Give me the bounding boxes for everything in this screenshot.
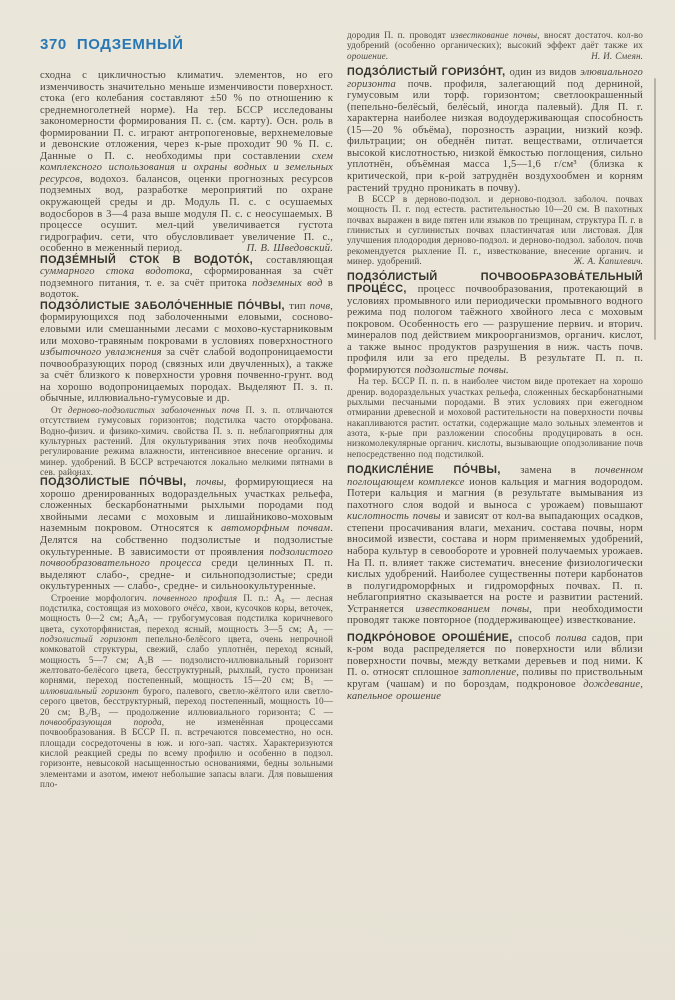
- italic-term: суммарного стока водотока: [40, 266, 190, 278]
- italic-term: иллювиальный горизонт: [40, 685, 139, 696]
- italic-term: почвы: [195, 477, 224, 489]
- text-run: сходна с цикличностью климатич. элементов, но его изменчивость значительно меньше изменчивости поверхност. стока (его колебания составляют ±50 % по отношению к среднемноголетней норме). На тер. БССР исследованы закономерности формирования П. с. (см. карту). Осн. роль в формировании П. с. играют антропогеновые, верхнемеловые и девонские отложения, через к-рые проходит 90 % П. с. Данные о П. с. необходимы при составлении: [40, 70, 333, 162]
- italic-term: избыточного увлажнения: [40, 347, 162, 359]
- entry-headword: ПОДЗО́ЛИСТЫЙ ПОЧВООБРАЗОВА́ТЕЛЬНЫЙ ПРОЦЕ́СС,: [347, 271, 643, 295]
- text-run: садов, при к-ром вода распределяется по поверхности или вблизи поверхности почвы, между ветками деревьев и под ними. К П. о. относят сплошное: [347, 632, 643, 679]
- italic-term: автоморфным почвам: [220, 523, 331, 535]
- text-run: составляющая: [266, 254, 333, 266]
- author-signature: Н. И. Смеян.: [591, 50, 643, 61]
- entry-paragraph: [347, 272, 643, 376]
- text-run: , не изменённая процессами почвообразования. В БССР П. п. встречаются повсеместно, но осн. площади сосредоточены в юж. и юго-зап. частях. Характеризуются кислой реакцией среды по всему профилю и особенно в подзол. горизонте, невысокой насыщенностью основаниями, бедны зольными элементами и азотом, имеют небольшие запасы влаги. Для повышения пло-: [40, 716, 333, 789]
- text-run: , при необходимости проводят также повторное (поддерживающее) известкование.: [347, 603, 643, 627]
- italic-term: полива: [555, 632, 587, 644]
- text-run: На тер. БССР П. п. п. в наиболее чистом виде протекает на хорошо дренир. водораздельных участках рельефа, сложенных бескарбонатными рыхлыми песчаными породами. В этих условиях при ежегодном отмирании древесной и моховой растительности на поверхности почвы накапливаются растит. остатки, содержащие мало зольных элементов и азота, к-рые при разложении способны продуцировать в осн. низкомолекулярные органич. кислоты, вызывающие оподзоливание почв непосредственно под подстилкой.: [347, 376, 643, 459]
- text-run: В БССР в дерново-подзол. и дерново-подзол. заболоч. почвах мощность П. г. под естеств. растительностью 10—20 см. В пахотных почвах выражен в виде пятен или языков по трещинам, структура П. г. в глинистых и суглинистых почвах пластинчатая или листовая. Для улучшения плодородия дерново-подзол. и дерново-подзол. заболоч. почв рекомендуется рыхление П. г., известкование, внесение органич. и минер. удобрений.: [347, 194, 643, 267]
- text-run: в водоток.: [40, 277, 334, 301]
- fine-print-paragraph: [40, 593, 333, 790]
- scan-edge-artifact: [654, 78, 656, 340]
- text-run: один из видов: [509, 67, 581, 79]
- entry-headword: ПОДКИСЛЕ́НИЕ ПО́ЧВЫ,: [347, 464, 521, 477]
- italic-term: очёса: [183, 603, 206, 614]
- page-number: 370: [40, 36, 67, 53]
- author-signature: Ж. А. Капилевич.: [573, 256, 643, 267]
- text-run: . Делятся на собственно подзолистые и подзолистые окультуренные. В зависимости от проявления: [40, 523, 333, 558]
- italic-term: дождевание, капельное орошение: [347, 678, 643, 702]
- text-run: пепельно-белёсого цвета, очень непрочной комковатой структуры, свежий, слабо уплотнён, переход ясный, мощность 5—7 см; А₂В — подзолисто-иллювиальный горизонт желтовато-белёсого цвета, бесструктурный, рыхлый, густо пронизан корнями, переход постепенный, мощность 15—20 см; В₁ —: [40, 634, 333, 686]
- italic-term: почвенного профиля: [152, 592, 238, 603]
- text-run: за счёт слабой водопроницаемости почвообразующих пород (связных или двучленных), а также за счёт близкого к поверхности уровня почвенно-грунт. вод на хорошо водопроницаемых породах. Выделяют П. з. п. обычные, иллювиально-гумусовые и др.: [40, 347, 333, 405]
- text-run: ионов кальция и магния водородом. Потери кальция и магния (в результате вымывания из пахотного слоя водой и выноса с урожаем) повышают: [347, 476, 643, 511]
- text-run: бурого, палевого, светло-жёлтого или светло-серого цветов, бесструктурный, переход постепенный, мощность 10—20 см; В₂/В₃ — продолжение иллювиального горизонта; С —: [40, 685, 333, 717]
- column-left: [40, 70, 333, 789]
- italic-term: орошение.: [347, 50, 389, 61]
- author-signature: П. В. Шведовский.: [246, 243, 333, 255]
- italic-term: известкованием почвы: [415, 603, 530, 615]
- fine-print-paragraph: [40, 405, 333, 477]
- fine-print-paragraph: [347, 194, 643, 266]
- entry-paragraph: [40, 255, 333, 301]
- fine-print-paragraph: [347, 376, 643, 459]
- entry-paragraph: [347, 633, 643, 702]
- entry-headword: ПОДЗЕ́МНЫЙ СТОК В ВОДОТО́К,: [40, 253, 267, 266]
- italic-term: подзолистый горизонт: [40, 634, 138, 645]
- text-run: П. з. п. отличаются отсутствием гумусовых горизонтов; подстилка часто оторфована. Водно-физич. и физико-химич. свойства П. з. п. неблагоприятны для культурных растений. Для окультуривания этих почв необходимы регулирование режима влажности, интенсивное внесение органич. и минер. удобрений. В БССР встречаются локально мелкими пятнами в сев. районах.: [40, 404, 333, 477]
- body-paragraph: [40, 70, 333, 255]
- column-right: [347, 30, 643, 702]
- italic-term: затопление: [462, 667, 517, 679]
- text-run: среди целинных П. п. выделяют слабо-, средне- и сильноподзолистые; среди окультуренных — слабо-, средне- и сильноокультуренные.: [40, 558, 334, 593]
- entry-paragraph: [40, 301, 333, 405]
- italic-term: почвенном поглощающем комплексе: [347, 465, 643, 488]
- italic-term: дерново-подзолистых заболоченных почв: [67, 404, 240, 415]
- entry-headword: ПОДКРО́НОВОЕ ОРОШЕ́НИЕ,: [347, 631, 519, 644]
- entry-paragraph: [40, 477, 333, 592]
- italic-term: кислотность почвы: [347, 511, 441, 523]
- text-run: процесс почвообразования, протекающий в условиях промывного или периодически промывного водного режима под пологом таёжного хвойного леса с моховым покровом. Особенность его — разрушение первич. и вторич. минералов под действием микроорганизмов, органич. кислот, а также вынос продуктов разрушения в ниж. часть почв. профиля или за его пределы. В результате П. п. п. формируются: [347, 284, 643, 376]
- text-run: Строение морфологич.: [51, 592, 153, 603]
- text-run: и зависят от кол-ва выпадающих осадков, степени просачивания влаги, механич. состава почвы, норм вносимой извести, состава и норм применяемых удобрений, набора культур в севообороте и уровней получаемых урожаев. На П. п. влияет также систематич. внесение физиологически кислых удобрений. Наиболее существенны потери карбонатов в полугидроморфных и гидроморфных почвах. П. п. неблагоприятно сказывается на росте и развитии растений. Устраняется: [347, 511, 643, 615]
- italic-term: почвообразующая порода: [40, 716, 162, 727]
- entry-paragraph: [347, 67, 643, 194]
- text-run: тип: [289, 300, 310, 312]
- entry-headword: ПОДЗО́ЛИСТЫЙ ГОРИЗО́НТ,: [347, 66, 510, 79]
- text-run: , водохоз. балансов, оценки прогнозных ресурсов подземных вод, разработке мероприятий по охране окружающей среды и др. Модуль П. с. с осушаемых водосборов в 3—4 раза выше модуля П. с. с неосушаемых. В процессе осушит. мел-ций увеличивается густота гидрографич. сети, что обусловливает увеличение П. с., особенно в меженный период.: [40, 173, 333, 255]
- text-run: замена в: [520, 465, 595, 477]
- italic-term: известкование почвы: [450, 30, 538, 40]
- text-run: , формирующихся под заболоченными еловыми, сосново-еловыми или смешанными лесами с мохово-кустарниковым или мохово-травяным покровами в условиях поверхностного: [40, 300, 334, 347]
- italic-term: подземных вод: [252, 277, 323, 289]
- text-run: , поливы по приствольным кругам (чашам) и по бороздам, подкроновое: [347, 667, 643, 690]
- text-run: От: [51, 404, 68, 415]
- running-head: [40, 36, 184, 53]
- text-run: почв. профиля, залегающий под дерниной, гумусовым или торф. горизонтом; светлоокрашенный (пепельно-белёсый, белёсый, иногда палевый). Для П. г. характерна наиболее низкая водоудерживающая способность (15—20 % объёма), порозность аэрации, низкий коэф. фильтрации; он обеднён питат. веществами, отличается высокой кислотностью, низкой ёмкостью поглощения, сильно уплотнён, объёмная масса 1,5—1,6 г/см³ (близка к критической, при к-рой затруднён воздухообмен и корням растений трудно проникать в почву).: [347, 78, 643, 194]
- italic-term: подзолистого почвообразовательного процесса: [40, 546, 333, 570]
- running-head-word: ПОДЗЕМНЫЙ: [76, 36, 184, 53]
- text-run: , вносят достаточ. кол-во удобрений (особенно органических); высокий эффект даёт также их: [347, 30, 643, 51]
- entry-headword: ПОДЗО́ЛИСТЫЕ ЗАБОЛО́ЧЕННЫЕ ПО́ЧВЫ,: [40, 299, 290, 312]
- fine-print-paragraph: [347, 30, 643, 61]
- entry-headword: ПОДЗО́ЛИСТЫЕ ПО́ЧВЫ,: [40, 476, 196, 489]
- text-run: , хвои, кусочков коры, веточек, мощность 0—2 см; А₀А₁ — грубогумусовая подстилка коричневого цвета, сухоторфянистая, переход ясный, мощность 3—5 см; А₂ —: [40, 603, 333, 634]
- text-run: дородия П. п. проводят: [347, 30, 451, 40]
- text-run: П. п.: А₀ — лесная подстилка, состоящая из мохового: [40, 592, 333, 614]
- italic-term: подзолистые почвы.: [414, 364, 509, 376]
- italic-term: элювиального горизонта: [347, 67, 643, 90]
- text-run: , формирующиеся на хорошо дренированных водораздельных участках рельефа, сложенных бескарбонатными рыхлыми породами под хвойными лесами с моховым и лишайниково-моховым наземным покровом. Относятся к: [40, 477, 333, 535]
- text-run: способ: [518, 632, 556, 644]
- italic-term: почв: [309, 300, 331, 312]
- entry-paragraph: [347, 465, 643, 627]
- italic-term: схем комплексного использования и охраны водных и земельных ресурсов: [40, 150, 333, 185]
- text-run: , сформированная за счёт подземного питания, т. е. за счёт притока: [40, 266, 334, 289]
